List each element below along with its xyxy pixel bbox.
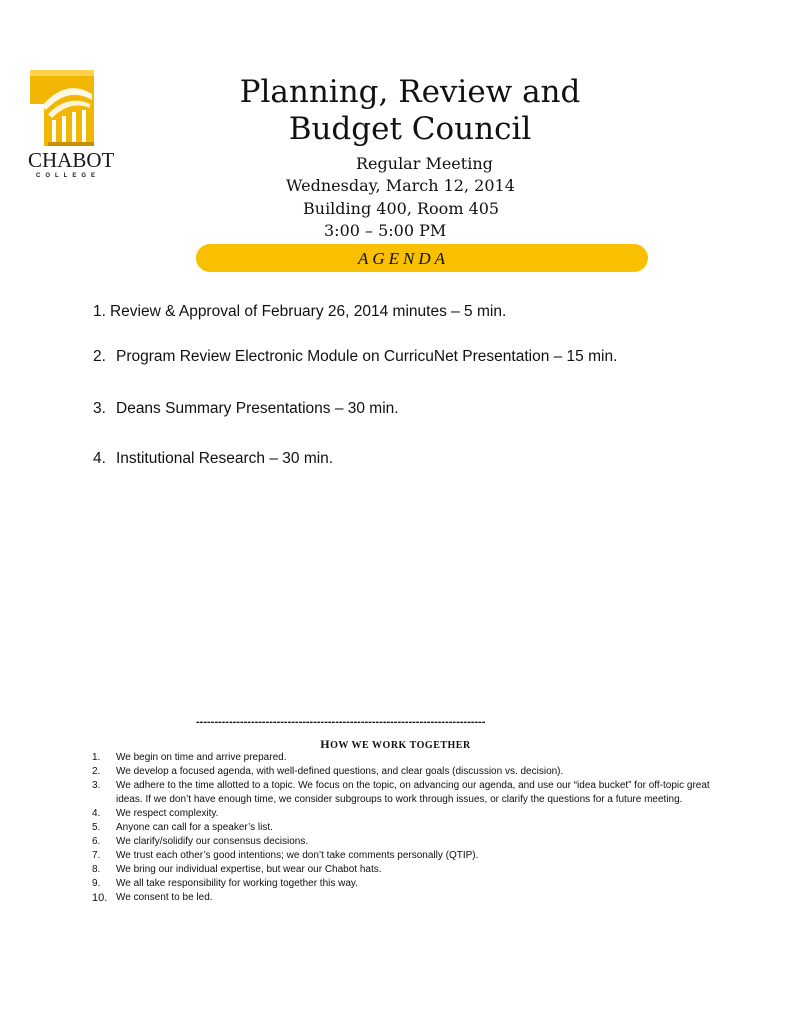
agenda-item bbox=[93, 303, 506, 321]
ground-rule-text: Anyone can call for a speaker’s list. bbox=[116, 822, 273, 833]
agenda-banner-label: AGENDA bbox=[358, 249, 450, 268]
heading-initial: H bbox=[320, 737, 331, 751]
ground-rules-list bbox=[92, 751, 712, 905]
chabot-college-logo bbox=[28, 70, 115, 185]
logo-name: CHABOT bbox=[28, 148, 115, 172]
agenda-item-number: 3. bbox=[93, 400, 106, 417]
meeting-type: Regular Meeting bbox=[356, 154, 493, 173]
ground-rule-text: We bring our individual expertise, but wear our Chabot hats. bbox=[116, 864, 382, 875]
ground-rule-number: 7. bbox=[92, 850, 101, 861]
ground-rule-text: We clarify/solidify our consensus decisions. bbox=[116, 836, 309, 847]
agenda-item bbox=[93, 450, 333, 468]
ground-rule bbox=[92, 807, 712, 821]
ground-rule-number: 4. bbox=[92, 808, 101, 819]
meeting-location: Building 400, Room 405 bbox=[303, 199, 500, 218]
agenda-item-text: Review & Approval of February 26, 2014 minutes – 5 min. bbox=[109, 303, 507, 320]
ground-rule bbox=[92, 891, 712, 905]
section-divider: ------------------------------------------------------------------------------- bbox=[196, 716, 486, 728]
ground-rule bbox=[92, 779, 712, 807]
ground-rule-number: 1. bbox=[92, 752, 101, 763]
agenda-item-text: Deans Summary Presentations – 30 min. bbox=[116, 400, 399, 417]
ground-rule-number: 2. bbox=[92, 766, 101, 777]
agenda-item-number: 4. bbox=[93, 450, 106, 467]
agenda-item bbox=[93, 400, 399, 418]
ground-rule-number: 5. bbox=[92, 822, 101, 833]
title-line-2: Budget Council bbox=[288, 111, 532, 147]
ground-rule-text: We respect complexity. bbox=[116, 808, 219, 819]
heading-rest: OW WE WORK TOGETHER bbox=[330, 740, 471, 751]
ground-rule bbox=[92, 863, 712, 877]
meeting-date: Wednesday, March 12, 2014 bbox=[286, 176, 515, 195]
ground-rule bbox=[92, 765, 712, 779]
ground-rule bbox=[92, 849, 712, 863]
page-title bbox=[180, 74, 640, 148]
chabot-arch-emblem-icon bbox=[30, 70, 94, 146]
ground-rule bbox=[92, 821, 712, 835]
meeting-time: 3:00 – 5:00 PM bbox=[324, 221, 447, 240]
ground-rule-text: We begin on time and arrive prepared. bbox=[116, 752, 287, 763]
ground-rule-text: We consent to be led. bbox=[116, 892, 213, 903]
ground-rule bbox=[92, 751, 712, 765]
ground-rule-number: 6. bbox=[92, 836, 101, 847]
ground-rule-text: We adhere to the time allotted to a topic. We focus on the topic, on advancing our agenda, and use our “idea bucket” for off-topic great ideas. If we don’t have enough time, we consider subgroups to work through issues, or clarify the questions for a future meeting. bbox=[116, 780, 710, 805]
ground-rule-number: 8. bbox=[92, 864, 101, 875]
agenda-item bbox=[93, 348, 617, 366]
ground-rule-number: 10. bbox=[92, 892, 108, 904]
agenda-item-number: 1. bbox=[93, 303, 106, 320]
ground-rule-text: We develop a focused agenda, with well-defined questions, and clear goals (discussion vs. decision). bbox=[116, 766, 564, 777]
ground-rule bbox=[92, 877, 712, 891]
ground-rule-text: We trust each other’s good intentions; we don’t take comments personally (QTIP). bbox=[116, 850, 479, 861]
logo-subtitle: COLLEGE bbox=[35, 173, 100, 179]
agenda-item-text: Program Review Electronic Module on CurricuNet Presentation – 15 min. bbox=[116, 348, 618, 365]
agenda-item-text: Institutional Research – 30 min. bbox=[116, 450, 334, 467]
ground-rule-number: 3. bbox=[92, 780, 101, 791]
ground-rule-text: We all take responsibility for working together this way. bbox=[116, 878, 358, 889]
how-we-work-heading bbox=[0, 737, 791, 752]
ground-rule bbox=[92, 835, 712, 849]
title-line-1: Planning, Review and bbox=[239, 74, 581, 110]
ground-rule-number: 9. bbox=[92, 878, 101, 889]
agenda-item-number: 2. bbox=[93, 348, 106, 365]
